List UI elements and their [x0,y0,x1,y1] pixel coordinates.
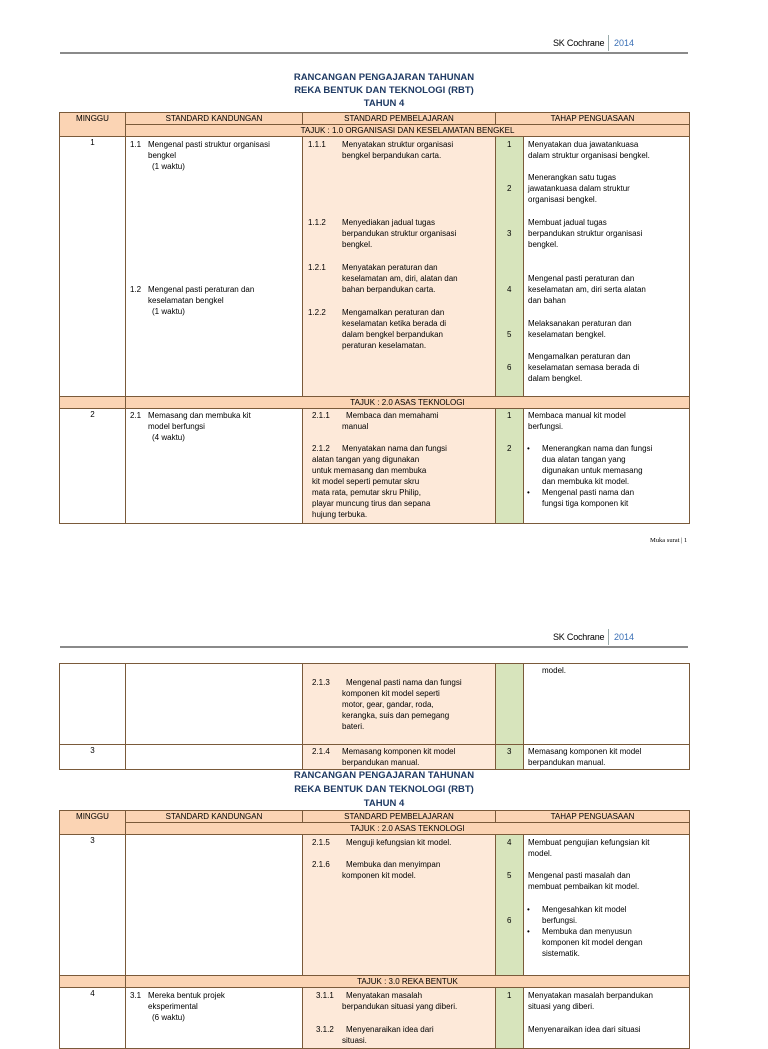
cell-content [129,137,299,396]
col-minggu: MINGGU [60,113,126,137]
text-line: mata rata, pemutar skru Philip, [312,488,421,497]
doc-title-2: REKA BENTUK DAN TEKNOLOGI (RBT) [294,85,474,96]
text-line: Mengesahkan kit model [542,905,627,914]
text-line: keselamatan am, diri, alatan dan [342,274,458,283]
cell-content [527,745,686,769]
text-line: Membaca manual kit model [528,411,626,420]
lesson-plan-table-2 [59,810,690,1049]
text-line: Menerangkan nama dan fungsi [542,444,653,453]
sp-cell [303,664,496,745]
text-line: Menguji kefungsian kit model. [346,838,452,847]
text-line: Menyatakan struktur organisasi [342,140,454,149]
text-line: 1.1.2 [308,218,326,227]
cell-content [499,409,520,523]
cell-content [499,137,520,396]
text-line: kerangka, suis dan pemegang [342,711,450,720]
tajuk-2-row: TAJUK : 2.0 ASAS TEKNOLOGI [126,823,690,835]
text-line: peraturan keselamatan. [342,341,427,350]
week-number: 2 [60,409,126,524]
doc-title-3: TAHUN 4 [363,98,405,109]
cell-content [306,137,492,396]
sp-cell [303,988,496,1049]
cell-content [306,409,492,523]
text-line: (1 waktu) [152,307,185,316]
text-line: kit model seperti pemutar skru [312,477,420,486]
cell-content [527,988,686,1048]
bullet-icon: • [527,488,530,497]
text-line: 2.1.3 [312,678,330,687]
text-line: Memasang dan membuka kit [148,411,251,420]
sk-cell [126,137,303,397]
text-line: Mengenal pasti struktur organisasi [148,140,270,149]
header-year: 2014 [614,632,635,642]
text-line: dalam bengkel. [528,374,583,383]
text-line: berpandukan manual. [342,758,420,767]
text-line: 1.2.2 [308,308,326,317]
school-name: SK Cochrane [553,38,605,48]
sk-cell [126,835,303,976]
text-line: berpandukan situasi yang diberi. [342,1002,458,1011]
text-line: berfungsi. [542,916,578,925]
sk-cell [126,988,303,1049]
text-line: 6 [507,916,512,925]
text-line: bengkel [148,151,177,160]
text-line: bengkel berpandukan carta. [342,151,442,160]
text-line: keselamatan ketika berada di [342,319,447,328]
cell-content [306,664,492,744]
text-line: 3.1.1 [316,991,334,1000]
tp-cell [524,409,690,524]
text-line: (1 waktu) [152,162,185,171]
text-line: Menyatakan masalah [346,991,423,1000]
text-line: 4 [507,285,512,294]
text-line: bengkel. [528,240,559,249]
text-line: bahan berpandukan carta. [342,285,436,294]
text-line: 1 [507,991,512,1000]
text-line: Membuka dan menyusun [542,927,632,936]
doc-title-1: RANCANGAN PENGAJARAN TAHUNAN [293,72,475,83]
text-line: berpandukan manual. [528,758,606,767]
sk-cell [126,664,303,745]
text-line: 2.1.2 [312,444,330,453]
header-separator [608,629,609,645]
tp-cell [524,664,690,745]
text-line: Mengamalkan peraturan dan [342,308,445,317]
text-line: Menyenaraikan idea dari [346,1025,434,1034]
text-line: playar muncung tirus dan sepana [312,499,431,508]
col-standard-pembelajaran: STANDARD PEMBELAJARAN [303,113,496,125]
text-line: Menyatakan masalah berpandukan [528,991,653,1000]
tajuk-1-row: TAJUK : 1.0 ORGANISASI DAN KESELAMATAN BENGKEL [126,125,690,137]
text-line: (6 waktu) [152,1013,185,1022]
page-number: Muka surat | 1 [650,537,688,544]
text-line: dalam struktur organisasi bengkel. [528,151,650,160]
text-line: model. [542,666,567,675]
text-line: situasi yang diberi. [528,1002,595,1011]
text-line: dalam bengkel berpandukan [342,330,443,339]
text-line: hujung terbuka. [312,510,368,519]
text-line: 1.1.1 [308,140,326,149]
tp-cell [524,835,690,976]
level-number-cell [496,664,524,745]
level-number-cell [496,835,524,976]
text-line: 1 [507,140,512,149]
text-line: 5 [507,871,512,880]
text-line: 1.2.1 [308,263,326,272]
text-line: dua alatan tangan yang [542,455,626,464]
cell-content [527,137,686,396]
cell-content [129,988,299,1048]
doc-title-3: TAHUN 4 [363,798,405,809]
text-line: berpandukan struktur organisasi [528,229,643,238]
week-number: 3 [60,745,126,770]
text-line: manual [342,422,369,431]
text-line: (4 waktu) [152,433,185,442]
text-line: keselamatan bengkel [148,296,224,305]
text-line: berfungsi. [528,422,564,431]
text-line: Memasang komponen kit model [528,747,642,756]
sp-cell [303,835,496,976]
text-line: Membaca dan memahami [346,411,439,420]
text-line: alatan tangan yang digunakan [312,455,420,464]
header-rule [60,52,688,54]
doc-title-2: REKA BENTUK DAN TEKNOLOGI (RBT) [294,784,474,795]
text-line: eksperimental [148,1002,198,1011]
text-line: 3 [507,747,512,756]
level-number-cell [496,988,524,1049]
text-line: Menyenaraikan idea dari situasi [528,1025,641,1034]
header-separator [608,35,609,51]
text-line: Mengenal pasti peraturan dan [528,274,635,283]
text-line: keselamatan semasa berada di [528,363,640,372]
tp-cell [524,988,690,1049]
text-line: Mengenal pasti nama dan [542,488,635,497]
lesson-plan-table-1 [59,112,690,524]
text-line: Mengenal pasti nama dan fungsi [346,678,462,687]
text-line: bengkel. [342,240,373,249]
text-line: Melaksanakan peraturan dan [528,319,632,328]
bullet-icon: • [527,905,530,914]
text-line: situasi. [342,1036,367,1045]
text-line: Menyatakan nama dan fungsi [342,444,447,453]
text-line: membuat pembaikan kit model. [528,882,640,891]
text-line: dan bahan [528,296,566,305]
text-line: 3 [507,229,512,238]
text-line: komponen kit model seperti [342,689,440,698]
col-tahap-penguasaan: TAHAP PENGUASAAN [496,811,690,823]
text-line: Memasang komponen kit model [342,747,456,756]
text-line: 2.1 [130,411,142,420]
bullet-icon: • [527,444,530,453]
text-line: Mengamalkan peraturan dan [528,352,631,361]
col-standard-pembelajaran: STANDARD PEMBELAJARAN [303,811,496,823]
cell-content [306,835,492,975]
sp-cell [303,137,496,397]
cell-content [499,988,520,1048]
text-line: komponen kit model dengan [542,938,643,947]
text-line: model berfungsi [148,422,205,431]
text-line: berpandukan struktur organisasi [342,229,457,238]
text-line: jawatankuasa dalam struktur [528,184,630,193]
text-line: dan membuka kit model. [542,477,630,486]
tp-cell [524,745,690,770]
text-line: 1.2 [130,285,142,294]
sp-cell [303,409,496,524]
text-line: Mengenal pasti peraturan dan [148,285,255,294]
cell-content [306,745,492,769]
text-line: keselamatan bengkel. [528,330,606,339]
text-line: keselamatan am, diri serta alatan [528,285,646,294]
week-number: 4 [60,988,126,1049]
text-line: Membuat pengujian kefungsian kit [528,838,650,847]
col-standard-kandungan: STANDARD KANDUNGAN [126,811,303,823]
text-line: 5 [507,330,512,339]
level-number-cell [496,409,524,524]
header-rule [60,646,688,648]
text-line: untuk memasang dan membuka [312,466,427,475]
text-line: 3.1.2 [316,1025,334,1034]
sk-cell [126,745,303,770]
text-line: 2.1.5 [312,838,330,847]
cell-content [499,745,520,769]
text-line: motor, gear, gandar, roda, [342,700,434,709]
week-number [60,664,126,745]
cell-content [306,988,492,1048]
school-name: SK Cochrane [553,632,605,642]
week-number: 3 [60,835,126,976]
text-line: Menerangkan satu tugas [528,173,617,182]
tajuk-2-row: TAJUK : 2.0 ASAS TEKNOLOGI [126,397,690,409]
doc-title-1: RANCANGAN PENGAJARAN TAHUNAN [293,770,475,781]
cell-content [527,409,686,523]
cell-content [527,835,686,975]
tp-cell [524,137,690,397]
text-line: Menyediakan jadual tugas [342,218,435,227]
text-line: Mereka bentuk projek [148,991,225,1000]
tajuk-3-row: TAJUK : 3.0 REKA BENTUK [126,976,690,988]
col-minggu: MINGGU [60,811,126,835]
text-line: Membuat jadual tugas [528,218,607,227]
level-number-cell [496,745,524,770]
cell-content [499,835,520,975]
sk-cell [126,409,303,524]
text-line: 1.1 [130,140,142,149]
col-tahap-penguasaan: TAHAP PENGUASAAN [496,113,690,125]
text-line: komponen kit model. [342,871,416,880]
text-line: bateri. [342,722,365,731]
week-number: 1 [60,137,126,397]
text-line: 4 [507,838,512,847]
text-line: 2.1.1 [312,411,330,420]
text-line: 2 [507,444,512,453]
text-line: 1 [507,411,512,420]
text-line: Menyatakan dua jawatankuasa [528,140,639,149]
col-standard-kandungan: STANDARD KANDUNGAN [126,113,303,125]
text-line: 6 [507,363,512,372]
text-line: Menyatakan peraturan dan [342,263,438,272]
text-line: Mengenal pasti masalah dan [528,871,631,880]
bullet-icon: • [527,927,530,936]
text-line: 2 [507,184,512,193]
text-line: 2.1.4 [312,747,330,756]
cell-content [527,664,686,744]
text-line: 2.1.6 [312,860,330,869]
text-line: 3.1 [130,991,142,1000]
text-line: Membuka dan menyimpan [346,860,441,869]
text-line: fungsi tiga komponen kit [542,499,629,508]
header-year: 2014 [614,38,635,48]
text-line: sistematik. [542,949,580,958]
level-number-cell [496,137,524,397]
cell-content [129,409,299,523]
text-line: model. [528,849,553,858]
text-line: digunakan untuk memasang [542,466,643,475]
sp-cell [303,745,496,770]
lesson-plan-table-continued [59,663,690,770]
text-line: organisasi bengkel. [528,195,597,204]
